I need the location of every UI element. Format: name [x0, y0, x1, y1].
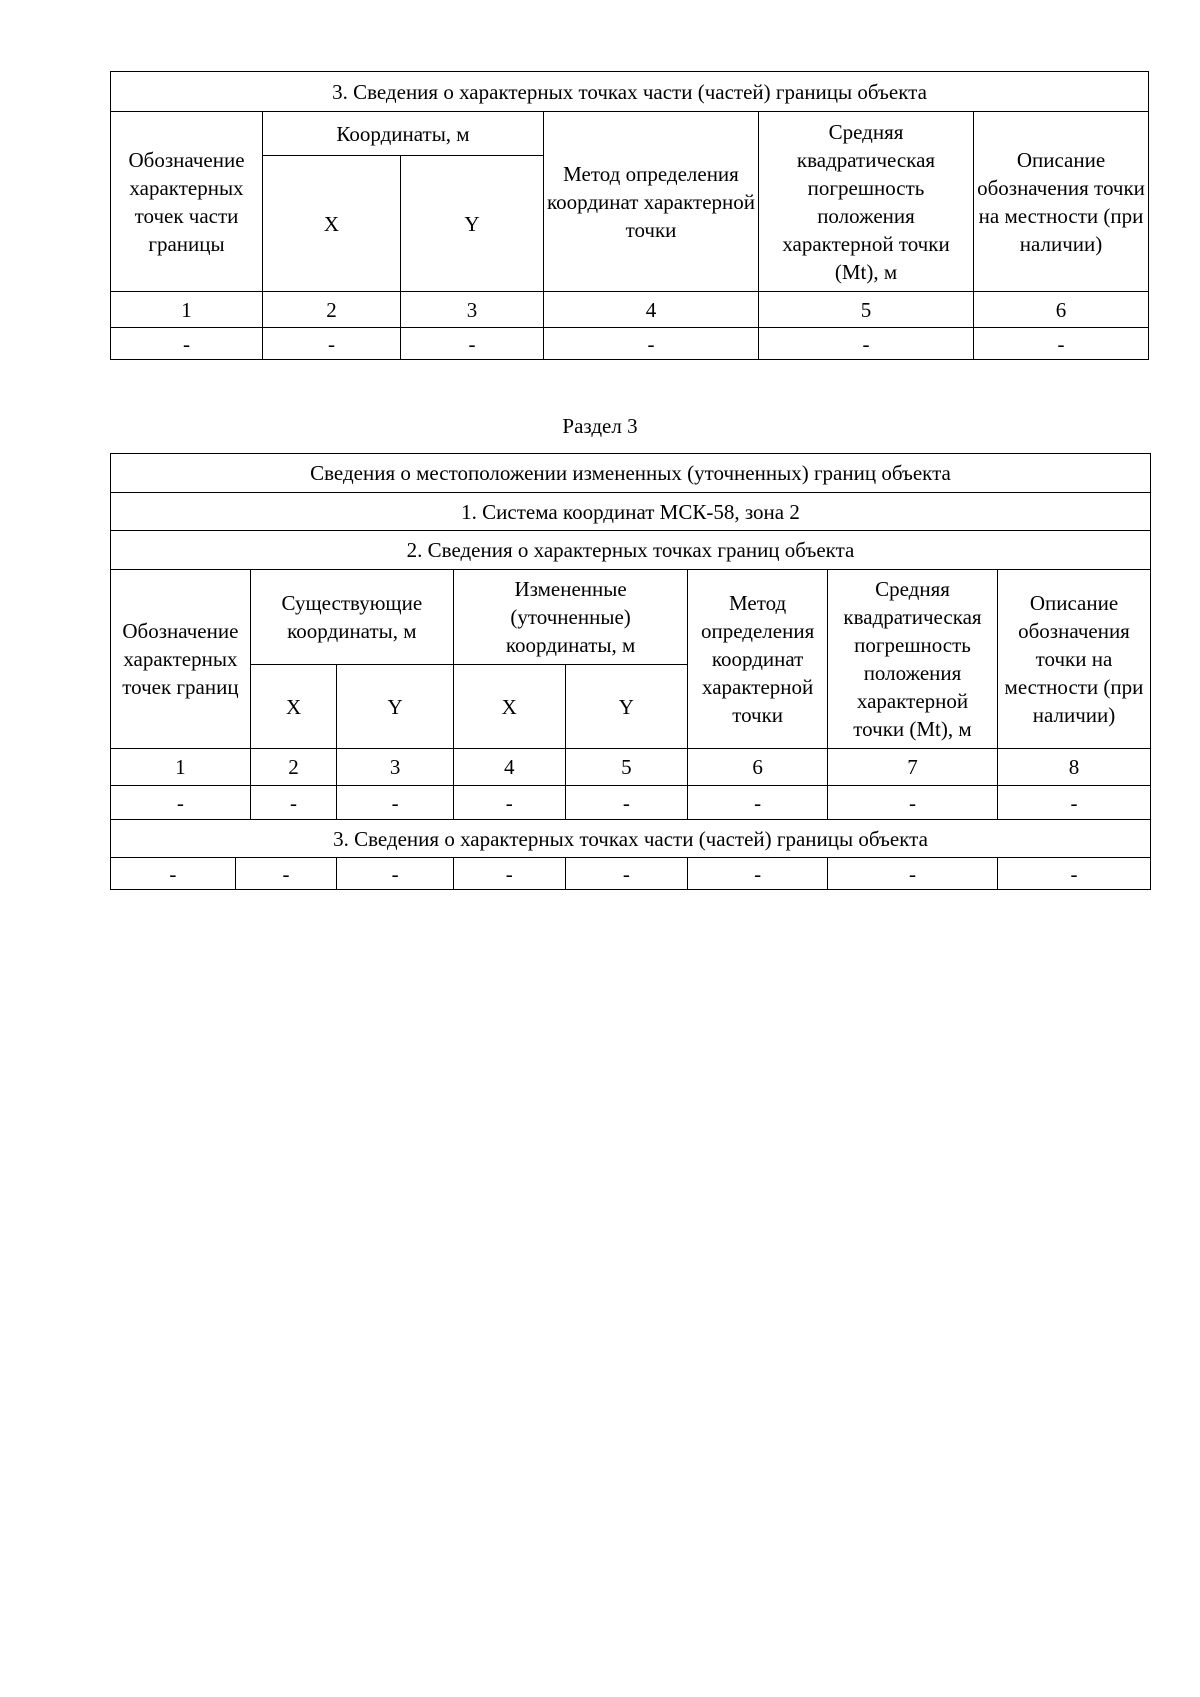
table-row: [111, 328, 1149, 360]
header-changed-coordinates: Измененные (уточненные) координаты, м: [453, 570, 687, 665]
table-cell: -: [759, 328, 974, 360]
table-cell: -: [974, 328, 1149, 360]
header-x-existing: X: [250, 665, 336, 749]
column-number: 4: [453, 749, 565, 786]
part-boundary-points-table: [110, 71, 1149, 360]
column-number: 5: [759, 292, 974, 328]
table-cell: -: [565, 786, 688, 820]
coordinate-system: 1. Система координат МСК-58, зона 2: [111, 493, 1151, 531]
table-cell: -: [111, 858, 236, 890]
boundary-points-title: 2. Сведения о характерных точках границ объекта: [111, 531, 1151, 570]
table-cell: -: [997, 786, 1150, 820]
column-number: 4: [544, 292, 759, 328]
header-mean-error: Средняя квадратическая погрешность положения характерной точки (Mt), м: [828, 570, 998, 749]
header-coordinates: Координаты, м: [263, 112, 544, 156]
table-cell: -: [263, 328, 401, 360]
table-cell: -: [111, 328, 263, 360]
column-number: 1: [111, 292, 263, 328]
table-cell: -: [544, 328, 759, 360]
header-y-changed: Y: [565, 665, 688, 749]
column-number: 2: [263, 292, 401, 328]
changed-boundaries-table: [110, 453, 1151, 890]
table-cell: -: [453, 786, 565, 820]
column-number: 6: [688, 749, 828, 786]
table-cell: -: [828, 858, 998, 890]
table-cell: -: [828, 786, 998, 820]
column-number: 7: [828, 749, 998, 786]
column-number: 3: [337, 749, 454, 786]
table-cell: -: [997, 858, 1150, 890]
header-description: Описание обозначения точки на местности (при наличии): [974, 112, 1149, 292]
header-y-existing: Y: [337, 665, 454, 749]
table-cell: -: [250, 786, 336, 820]
column-number: 8: [997, 749, 1150, 786]
table2-title: Сведения о местоположении измененных (уточненных) границ объекта: [111, 454, 1151, 493]
header-method: Метод определения координат характерной точки: [544, 112, 759, 292]
header-point-designation: Обозначение характерных точек части границы: [111, 112, 263, 292]
section-label: Раздел 3: [562, 414, 638, 438]
column-number: 3: [401, 292, 544, 328]
column-number: 6: [974, 292, 1149, 328]
column-numbers-row: [111, 749, 1151, 786]
header-mean-error: Средняя квадратическая погрешность положения характерной точки (Mt), м: [759, 112, 974, 292]
header-x: X: [263, 156, 401, 292]
column-number: 5: [565, 749, 688, 786]
table-row: [111, 858, 1151, 890]
header-x-changed: X: [453, 665, 565, 749]
header-description: Описание обозначения точки на местности (при наличии): [997, 570, 1150, 749]
table-cell: -: [453, 858, 565, 890]
table-cell: -: [565, 858, 688, 890]
column-numbers-row: [111, 292, 1149, 328]
table-cell: -: [688, 858, 828, 890]
table-row: [111, 786, 1151, 820]
table-cell: -: [235, 858, 337, 890]
table-cell: -: [337, 858, 454, 890]
header-y: Y: [401, 156, 544, 292]
column-number: 2: [250, 749, 336, 786]
header-existing-coordinates: Существующие координаты, м: [250, 570, 453, 665]
header-method: Метод определения координат характерной точки: [688, 570, 828, 749]
table-cell: -: [111, 786, 251, 820]
table1-title: 3. Сведения о характерных точках части (частей) границы объекта: [111, 72, 1149, 112]
table-cell: -: [401, 328, 544, 360]
table-cell: -: [337, 786, 454, 820]
header-point-designation: Обозначение характерных точек границ: [111, 570, 251, 749]
table-cell: -: [688, 786, 828, 820]
column-number: 1: [111, 749, 251, 786]
part-points-title: 3. Сведения о характерных точках части (частей) границы объекта: [111, 820, 1151, 858]
